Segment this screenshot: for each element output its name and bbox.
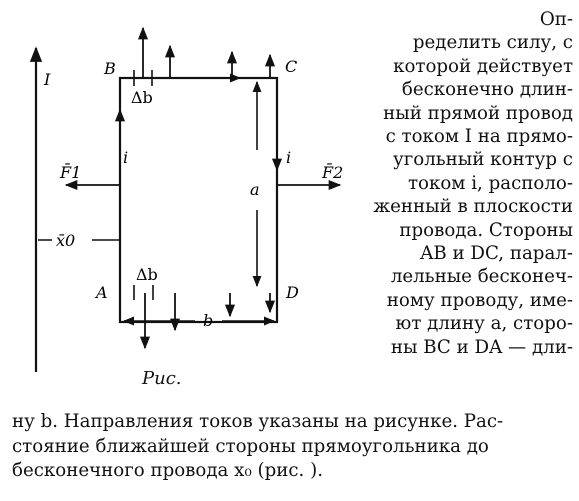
problem-text-bottom	[12, 410, 572, 484]
text-line: Оп-	[539, 9, 573, 30]
corner-d-label: D	[286, 283, 299, 302]
text-line: стояние ближайшей стороны прямоугольника до	[12, 435, 489, 457]
problem-text-column	[345, 8, 573, 359]
delta-b-top-label: Δb	[131, 88, 153, 107]
text-line: провода. Стороны	[399, 219, 573, 241]
text-line: женный в плоскости	[373, 196, 573, 218]
rectangular-loop	[120, 78, 277, 322]
text-line: лельные бесконеч-	[390, 266, 573, 288]
text-line: ют длину a, сторо-	[395, 313, 573, 335]
text-line: AB и DC, парал-	[420, 243, 573, 265]
corner-a-label: A	[96, 283, 108, 302]
side-a-label: a	[250, 180, 260, 199]
text-line: угольный контур с	[393, 149, 573, 171]
text-line: ному проводу, име-	[386, 289, 573, 311]
text-line: ределить силу, с	[412, 32, 573, 54]
text-line: с током I на прямо-	[385, 126, 573, 148]
text-line: которой действует	[393, 55, 573, 77]
side-b-label: b	[203, 311, 214, 330]
delta-b-bottom-label: Δb	[136, 265, 158, 284]
corner-b-label: B	[104, 59, 116, 78]
force-2-label: F̄2	[322, 163, 344, 182]
text-line: током i, располо-	[407, 172, 573, 194]
distance-x0-label: x̄0	[56, 231, 76, 250]
loop-current-left-label: i	[123, 148, 129, 167]
text-line: ны BC и DA — дли-	[390, 336, 573, 358]
text-line: бесконечно длин-	[401, 79, 573, 101]
figure-caption: Рис.	[142, 368, 182, 389]
corner-c-label: C	[285, 57, 298, 76]
text-line: ну b. Направления токов указаны на рисунке. Рас-	[12, 411, 504, 432]
text-line: ный прямой провод	[383, 102, 573, 124]
force-1-label: F̄1	[60, 163, 82, 182]
text-line: бесконечного провода x₀ (рис. ).	[12, 460, 323, 481]
wire-current-label: I	[44, 70, 51, 89]
loop-current-right-label: i	[286, 148, 292, 167]
